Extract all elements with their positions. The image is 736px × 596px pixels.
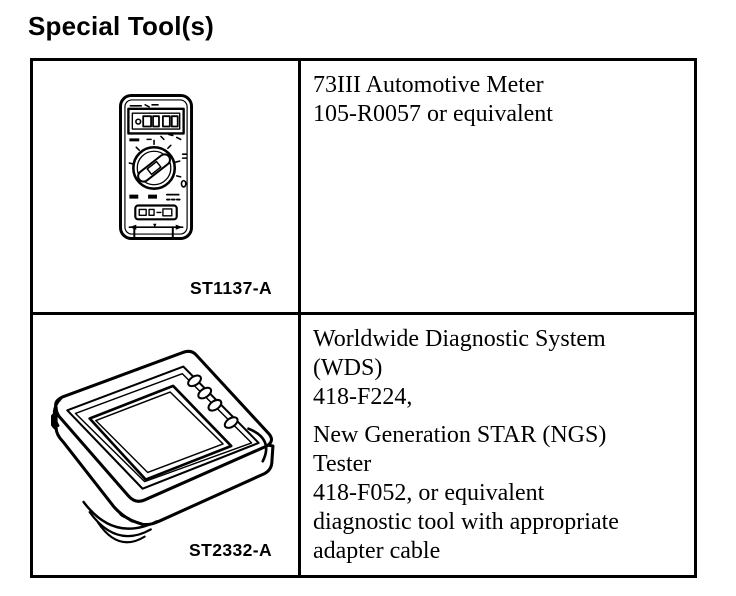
table-row	[32, 60, 696, 314]
description-line: 105-R0057 or equivalent	[313, 101, 553, 127]
table-row	[32, 314, 696, 577]
tool-description-cell	[300, 60, 696, 314]
tool-description	[313, 421, 684, 566]
multimeter-illustration	[115, 93, 199, 241]
description-line: (WDS)	[313, 355, 383, 381]
description-line: Worldwide Diagnostic System	[313, 326, 606, 352]
description-line: 418-F224,	[313, 384, 413, 410]
description-line: 73III Automotive Meter	[313, 72, 544, 98]
description-line: New Generation STAR (NGS)	[313, 422, 607, 448]
tool-illustration-cell	[32, 314, 300, 577]
description-line: Tester	[313, 451, 372, 477]
description-line: 418-F052, or equivalent	[313, 480, 545, 506]
diagnostic-tester-illustration	[51, 349, 277, 545]
tool-id-label: ST2332-A	[189, 540, 272, 560]
description-line: diagnostic tool with appropriate	[313, 509, 619, 535]
tool-description	[313, 325, 684, 412]
tool-description-cell	[300, 314, 696, 577]
page-title: Special Tool(s)	[28, 11, 214, 41]
special-tools-table	[30, 58, 697, 578]
tool-id-label: ST1137-A	[190, 278, 272, 298]
tool-illustration-cell	[32, 60, 300, 314]
tool-description	[313, 71, 684, 129]
description-line: adapter cable	[313, 538, 441, 564]
